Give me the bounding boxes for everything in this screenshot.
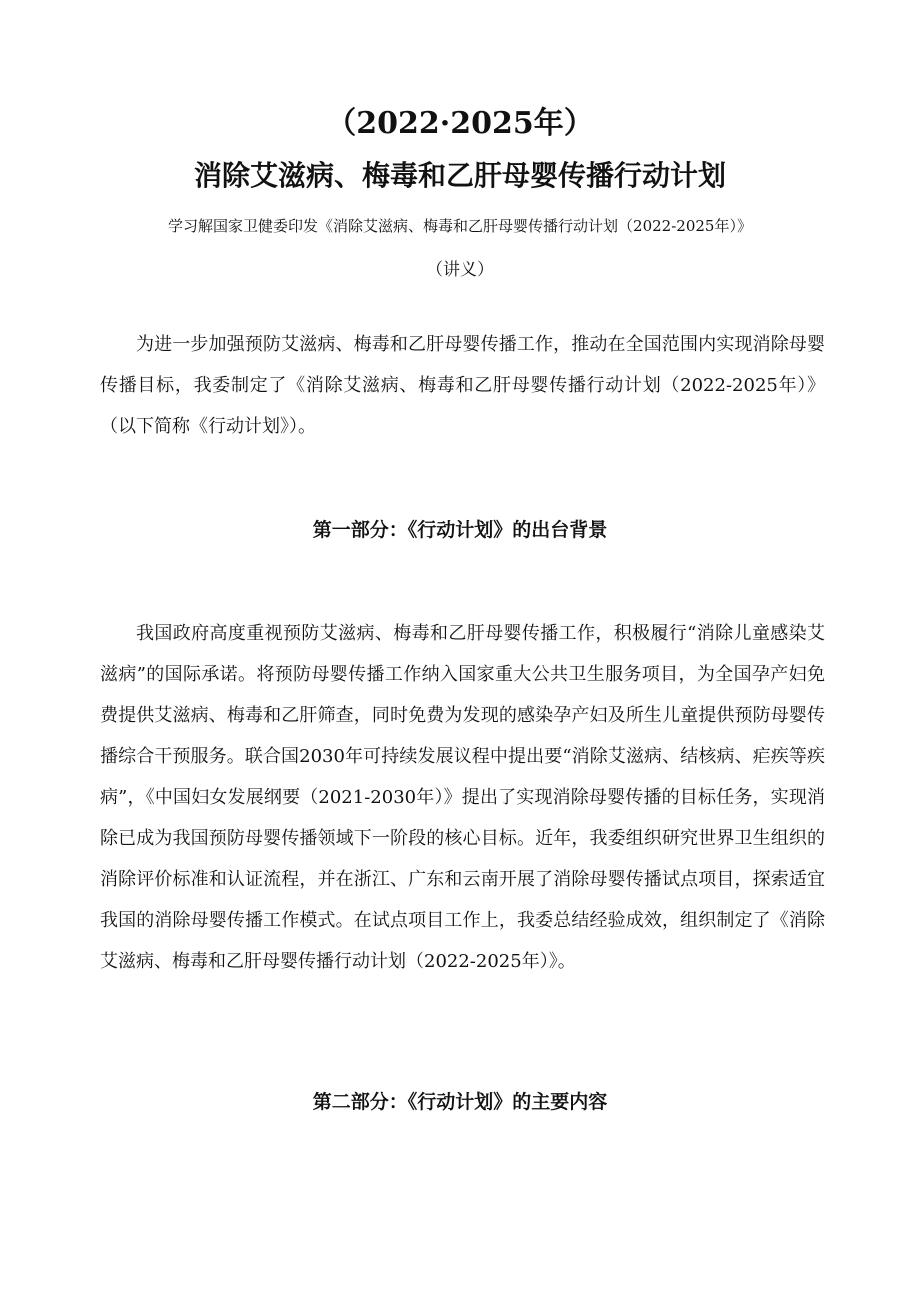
document-subtitle: 学习解国家卫健委印发《消除艾滋病、梅毒和乙肝母婴传播行动计划（2022-2025年）》: [168, 217, 752, 235]
background-paragraph: 我国政府高度重视预防艾滋病、梅毒和乙肝母婴传播工作，积极履行“消除儿童感染艾滋病”的国际承诺。将预防母婴传播工作纳入国家重大公共卫生服务项目，为全国孕产妇免费提供艾滋病、梅毒和乙肝筛查，同时免费为发现的感染孕产妇及所生儿童提供预防母婴传播综合干预服务。联合国2030年可持续发展议程中提出要“消除艾滋病、结核病、疟疾等疾病”，《中国妇女发展纲要（2021-2030年）》提出了实现消除母婴传播的目标任务，实现消除已成为我国预防母婴传播领域下一阶段的核心目标。近年，我委组织研究世界卫生组织的消除评价标准和认证流程，并在浙江、广东和云南开展了消除母婴传播试点项目，探索适宜我国的消除母婴传播工作模式。在试点项目工作上，我委总结经验成效，组织制定了《消除艾滋病、梅毒和乙肝母婴传播行动计划（2022-2025年）》。: [100, 623, 825, 972]
document-title: 消除艾滋病、梅毒和乙肝母婴传播行动计划: [193, 159, 726, 192]
lecture-note-label: （讲义）: [426, 260, 494, 280]
title-year: （2022·2025年）: [326, 106, 594, 141]
section-heading-background: 第一部分：《行动计划》的出台背景: [312, 519, 608, 541]
section-heading-main-content: 第二部分：《行动计划》的主要内容: [312, 1091, 608, 1113]
intro-paragraph: 为进一步加强预防艾滋病、梅毒和乙肝母婴传播工作，推动在全国范围内实现消除母婴传播目标，我委制定了《消除艾滋病、梅毒和乙肝母婴传播行动计划（2022-2025年）》（以下简称《行动计划》）。: [100, 334, 825, 437]
